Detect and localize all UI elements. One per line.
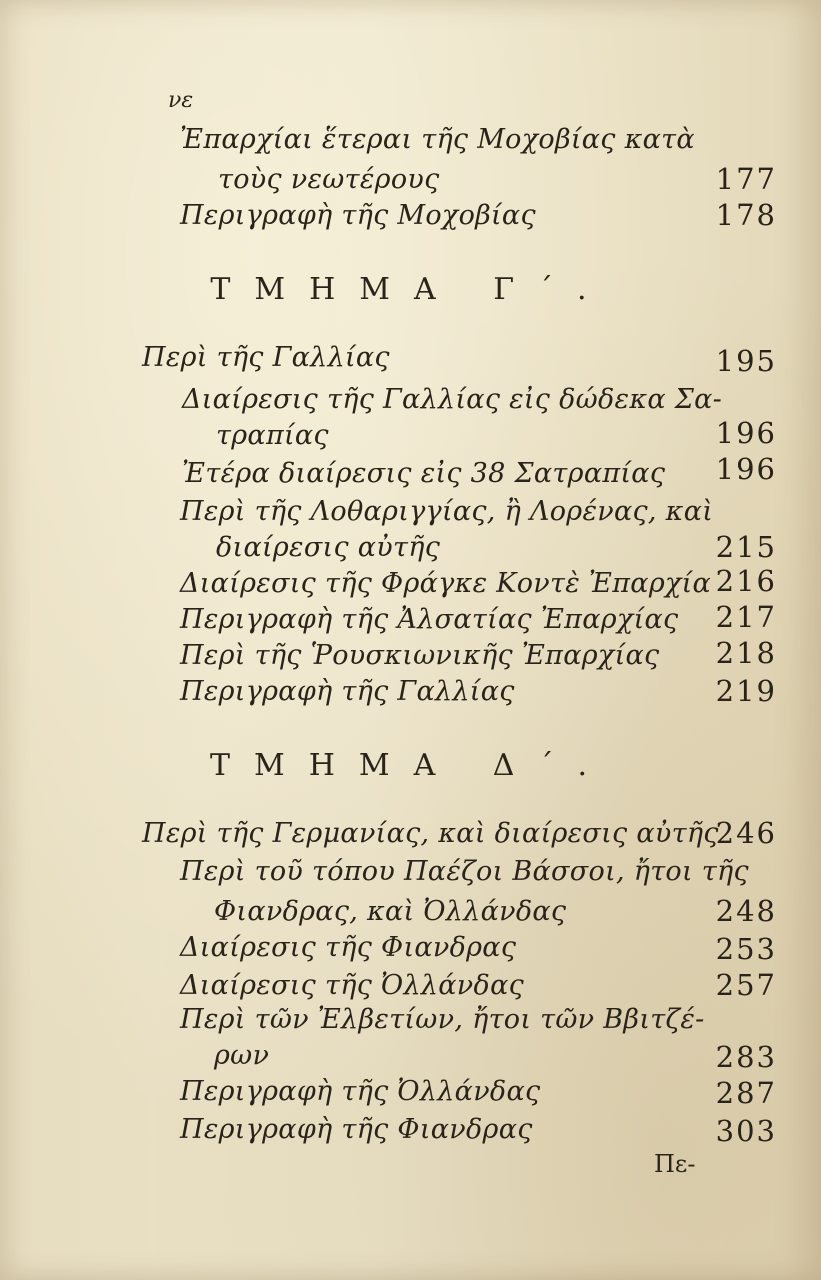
section-heading: ΤΜΗΜΑ Δ΄.: [209, 748, 611, 783]
toc-entry-page: 196: [715, 452, 777, 486]
toc-entry-text: Διαίρεσις τῆς Φράγκε Κοντὲ Ἐπαρχία: [180, 568, 712, 599]
toc-entry-text: Περὶ τῆς Λοθαριγγίας, ἢ Λορένας, καὶ: [180, 496, 714, 527]
toc-entry-page: 246: [715, 816, 777, 850]
toc-entry-page: 257: [715, 968, 777, 1002]
toc-entry-page: 248: [715, 894, 777, 928]
toc-entry-page: 283: [715, 1040, 777, 1074]
toc-entry-text: Περιγραφὴ τῆς Γαλλίας: [180, 676, 515, 707]
toc-entry-text: Περιγραφὴ τῆς Φιανδρας: [180, 1114, 533, 1145]
toc-entry-text: Περὶ τῶν Ἐλβετίων, ἤτοι τῶν Ββιτζέ-: [180, 1004, 705, 1035]
toc-entry-page: 177: [715, 162, 777, 196]
toc-entry-text: Περὶ τοῦ τόπου Παέζοι Βάσσοι, ἤτοι τῆς: [180, 856, 749, 887]
toc-entry-text: Περὶ τῆς Γερμανίας, καὶ διαίρεσις αὐτῆς: [142, 818, 719, 849]
toc-entry-text: Φιανδρας, καὶ Ὀλλάνδας: [214, 896, 567, 927]
toc-entry-page: 303: [715, 1114, 777, 1148]
toc-entry-text: Διαίρεσις τῆς Φιανδρας: [180, 932, 517, 963]
toc-entry-text: Περὶ τῆς Γαλλίας: [142, 342, 390, 373]
toc-entry-text: Περιγραφὴ τῆς Μοχοβίας: [180, 200, 536, 231]
signature-mark: νε: [168, 88, 194, 113]
toc-entry-page: 287: [715, 1076, 777, 1110]
toc-entry-text: τοὺς νεωτέρους: [218, 164, 440, 195]
toc-entry-page: 217: [715, 600, 777, 634]
toc-entry-text: Ἐτέρα διαίρεσις εἰς 38 Σατραπίας: [182, 458, 666, 489]
toc-entry-page: 178: [715, 198, 777, 232]
toc-entry-page: 218: [715, 636, 777, 670]
toc-entry-page: 253: [715, 932, 777, 966]
toc-entry-text: Περιγραφὴ τῆς Ὀλλάνδας: [180, 1076, 541, 1107]
toc-entry-text: Περιγραφὴ τῆς Ἀλσατίας Ἐπαρχίας: [180, 604, 679, 635]
toc-entry-page: 196: [715, 416, 777, 450]
catchword: Πε-: [654, 1150, 696, 1178]
toc-entry-page: 219: [715, 674, 777, 708]
toc-entry-page: 216: [715, 564, 777, 598]
toc-entry-text: Περὶ τῆς Ῥουσκιωνικῆς Ἐπαρχίας: [180, 640, 660, 671]
toc-entry-page: 195: [715, 344, 777, 378]
toc-entry-text: τραπίας: [216, 420, 329, 451]
toc-entry-text: ρων: [214, 1040, 270, 1071]
toc-entry-page: 215: [715, 530, 777, 564]
toc-entry-text: Ἐπαρχίαι ἕτεραι τῆς Μοχοβίας κατὰ: [180, 124, 695, 155]
toc-entry-text: Διαίρεσις τῆς Γαλλίας εἰς δώδεκα Σα-: [182, 384, 723, 415]
toc-entry-text: Διαίρεσις τῆς Ὀλλάνδας: [180, 970, 525, 1001]
section-heading: ΤΜΗΜΑ Γ΄.: [210, 272, 611, 307]
toc-entry-text: διαίρεσις αὐτῆς: [216, 532, 441, 563]
